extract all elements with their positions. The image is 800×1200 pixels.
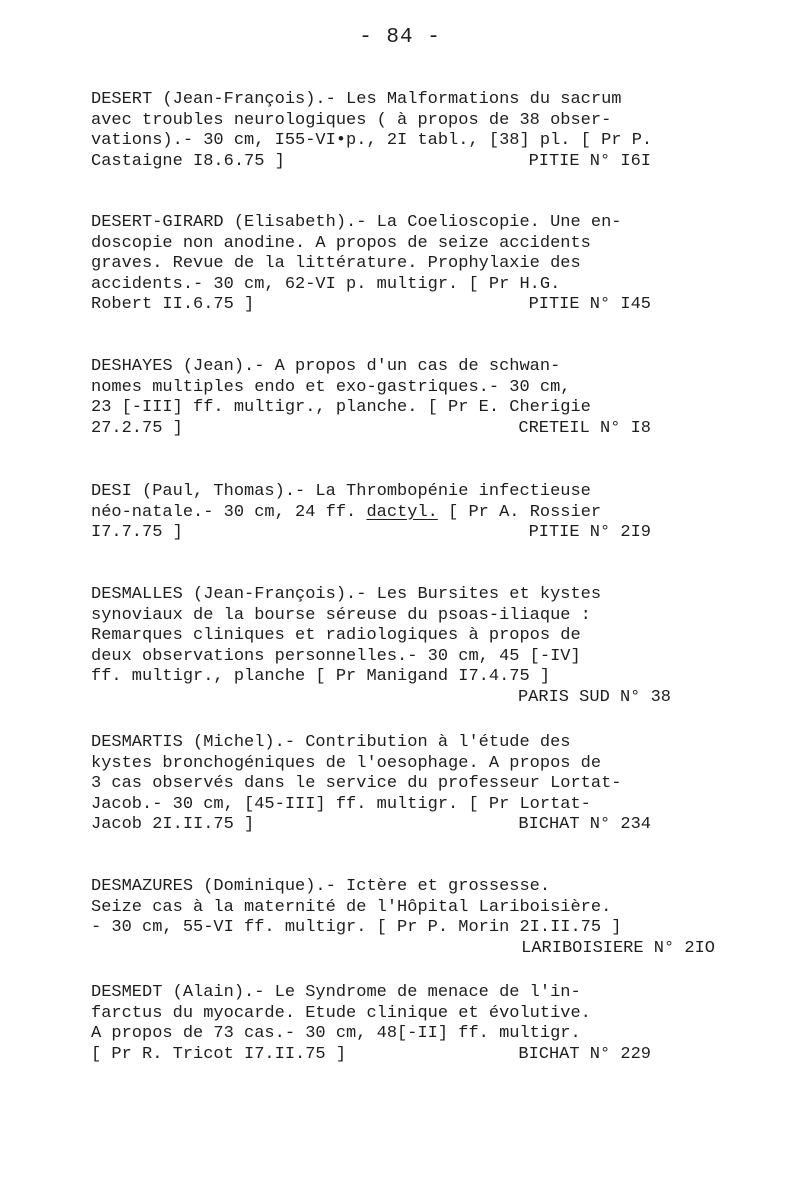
entry-line: accidents.- 30 cm, 62-VI p. multigr. [ Pr H.G. [91,274,561,294]
entry-line: Castaigne I8.6.75 ] [91,151,285,171]
entry-line: 27.2.75 ] [91,418,183,438]
entry-line: Seize cas à la maternité de l'Hôpital Lariboisière. [91,897,612,917]
entry-line: - 30 cm, 55-VI ff. multigr. [ Pr P. Morin 2I.II.75 ] [91,918,622,937]
entry-final-line [91,152,651,173]
entry-location: BICHAT N° 234 [518,815,651,834]
entry-line: I7.7.75 ] [91,523,183,542]
entry-line: nomes multiples endo et exo-gastriques.- 30 cm, [91,377,571,397]
entry-line: synoviaux de la bourse séreuse du psoas-iliaque : [91,605,591,625]
bibliography-entry-desmalles [91,585,671,708]
entry-line: doscopie non anodine. A propos de seize accidents [91,233,591,253]
bibliography-entry-desert-girard [91,213,651,316]
bibliography-entry-deshayes [91,357,651,439]
entry-line: DESHAYES (Jean).- A propos d'un cas de schwan- [91,357,561,376]
entry-line: Jacob 2I.II.75 ] [91,815,255,834]
entry-final-line [91,815,651,836]
entry-line: graves. Revue de la littérature. Prophylaxie des [91,254,581,273]
entry-line: DESMALLES (Jean-François).- Les Bursites et kystes [91,585,602,604]
entry-location: PITIE N° 2I9 [528,523,651,542]
entry-line: Remarques cliniques et radiologiques à propos de [91,626,581,645]
entry-text: néo-natale.- 30 cm, 24 ff. [91,502,367,522]
bibliography-entry-desmedt [91,983,651,1065]
entry-line: DESERT-GIRARD (Elisabeth).- La Coelioscopie. Une en- [91,213,622,232]
entry-location: BICHAT N° 229 [518,1044,651,1064]
entry-line: A propos de 73 cas.- 30 cm, 48[-II] ff. multigr. [91,1024,581,1043]
entry-location: CRETEIL N° I8 [518,418,651,438]
entry-text: [ Pr A. Rossier [437,502,602,522]
page-number: - 84 - [359,26,441,49]
bibliography-entry-desmazures [91,877,715,959]
entry-line: DESERT (Jean-François).- Les Malformations du sacrum [91,90,622,109]
entry-line: 3 cas observés dans le service du professeur Lortat- [91,774,622,793]
entry-line: vations).- 30 cm, I55-VI•p., 2I tabl., [38] pl. [ Pr P. [91,131,653,150]
entry-line: 23 [-III] ff. multigr., planche. [ Pr E. Cherigie [91,398,591,417]
entry-line: DESMAZURES (Dominique).- Ictère et grossesse. [91,877,551,896]
entry-line: deux observations personnelles.- 30 cm, 45 [-IV] [91,646,581,666]
entry-line: DESMARTIS (Michel).- Contribution à l'étude des [91,733,571,752]
entry-line: DESMEDT (Alain).- Le Syndrome de menace de l'in- [91,983,581,1002]
underlined-text: dactyl. [366,502,438,522]
entry-location: PITIE N° I45 [528,295,651,314]
entry-location: PITIE N° I6I [528,151,651,171]
entry-location: LARIBOISIERE N° 2IO [521,938,715,958]
entry-line [91,503,651,524]
entry-line: kystes bronchogéniques de l'oesophage. A propos de [91,753,602,773]
entry-line: farctus du myocarde. Etude clinique et évolutive. [91,1003,591,1023]
entry-final-line [91,419,651,440]
entry-line: Robert II.6.75 ] [91,295,255,314]
entry-line: Jacob.- 30 cm, [45-III] ff. multigr. [ Pr Lortat- [91,794,591,814]
entry-line: ff. multigr., planche [ Pr Manigand I7.4.75 ] [91,667,551,686]
bibliography-entry-desert [91,90,651,172]
entry-line: avec troubles neurologiques ( à propos de 38 obser- [91,110,612,130]
entry-location: PARIS SUD N° 38 [517,687,671,707]
entry-final-line [91,1045,651,1066]
bibliography-entry-desmartis [91,733,651,836]
entry-line: DESI (Paul, Thomas).- La Thrombopénie infectieuse [91,482,591,501]
bibliography-entry-desi [91,482,651,544]
entry-final-line [91,523,651,544]
entry-final-line [91,295,651,316]
entry-line: [ Pr R. Tricot I7.II.75 ] [91,1044,347,1064]
